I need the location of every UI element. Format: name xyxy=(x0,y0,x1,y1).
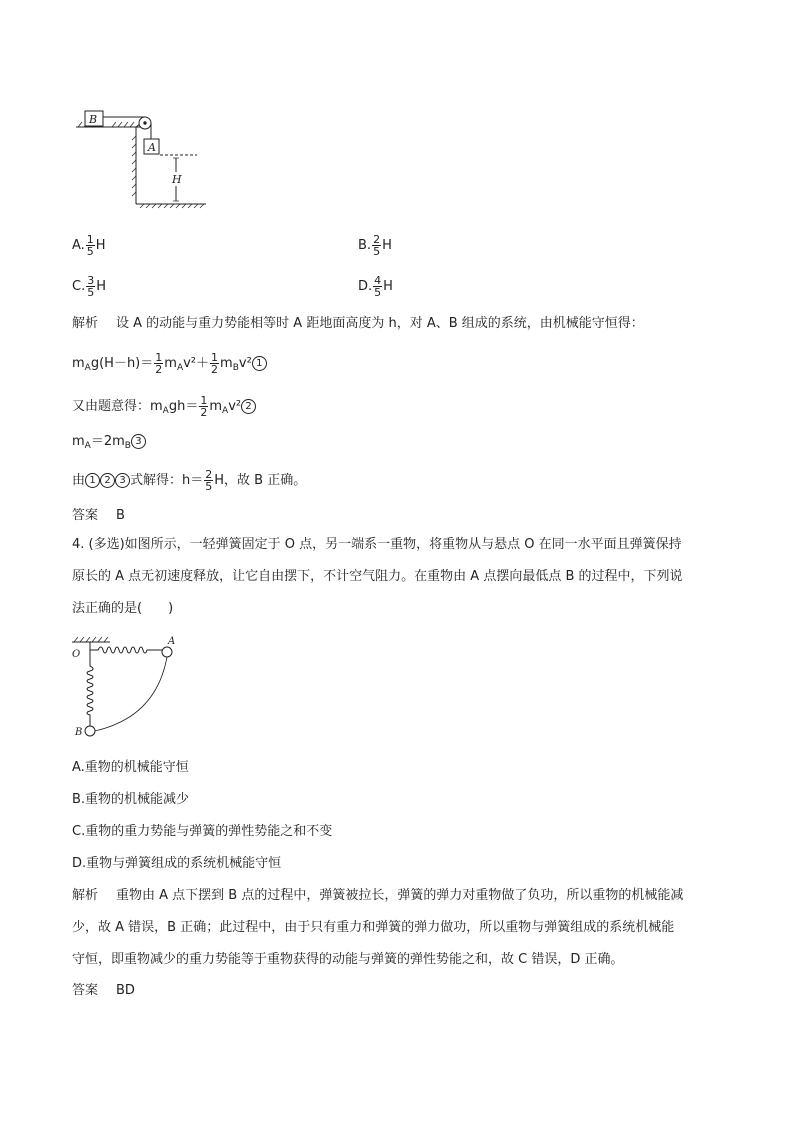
solution-intro: 解析 设 A 的动能与重力势能相等时 A 距地面高度为 h，对 A、B 组成的系统，由机械能守恒得： xyxy=(72,316,644,331)
equation-1: $m_Ag(H-h)=$ $\frac{1}{2}$ $m_Av^2+$ $\frac{1}{2}$ $m_Bv^2$ 1 xyxy=(72,352,267,376)
q4-solution-line-3: 守恒，即重物减少的重力势能等于重物获得的动能与弹簧的弹性势能之和，故 C 错误，D 正确。 xyxy=(72,952,624,967)
pulley-figure xyxy=(70,106,210,210)
equation-3: $m_A=2m_B$ 3 xyxy=(72,434,146,454)
q4-option-a: A.重物的机械能守恒 xyxy=(72,760,189,775)
block-a-label: A xyxy=(148,141,156,154)
equation-4: 由 1 2 3 式解得：h＝ $\frac{2}{5}$ H，故 B 正确。 xyxy=(72,468,307,493)
q4-line-2: 原长的 A 点无初速度释放，让它自由摆下，不计空气阻力。在重物由 A 点摆向最低点 B 的过程中，下列说 xyxy=(72,569,683,584)
q4-solution-line-1: 解析 重物由 A 点下摆到 B 点的过程中，弹簧被拉长，弹簧的弹力对重物做了负功，所以重物的机械能减 xyxy=(72,888,684,903)
option-c: C. $\frac{3}{5}$ H xyxy=(72,274,106,299)
option-a: A. $\frac{1}{5}$ H xyxy=(72,233,106,258)
q4-option-b: B.重物的机械能减少 xyxy=(72,792,190,807)
q4-option-d: D.重物与弹簧组成的系统机械能守恒 xyxy=(72,856,282,871)
height-label: H xyxy=(172,173,182,186)
label-a: A xyxy=(168,636,176,647)
q4-option-c: C.重物的重力势能与弹簧的弹性势能之和不变 xyxy=(72,824,333,839)
q4-line-1: 4. (多选)如图所示，一轻弹簧固定于 O 点，另一端系一重物，将重物从与悬点 O 在同一水平面且弹簧保持 xyxy=(72,537,682,552)
option-d: D. $\frac{4}{5}$ H xyxy=(358,274,393,299)
label-o: O xyxy=(72,649,81,660)
block-b-label: B xyxy=(89,113,98,126)
q4-line-3: 法正确的是( ) xyxy=(72,601,174,616)
answer-q3: 答案 B xyxy=(72,508,125,523)
label-b: B xyxy=(75,727,83,738)
spring-figure xyxy=(70,632,185,742)
q4-solution-line-2: 少，故 A 错误，B 正确；此过程中，由于只有重力和弹簧的弹力做功，所以重物与弹簧组成的系统机械能 xyxy=(72,920,675,935)
answer-q4: 答案 BD xyxy=(72,983,135,998)
option-b: B. $\frac{2}{5}$ H xyxy=(358,233,392,258)
equation-2: 又由题意得：$m_Agh=$ $\frac{1}{2}$ $m_Av^2$ 2 xyxy=(72,395,256,419)
